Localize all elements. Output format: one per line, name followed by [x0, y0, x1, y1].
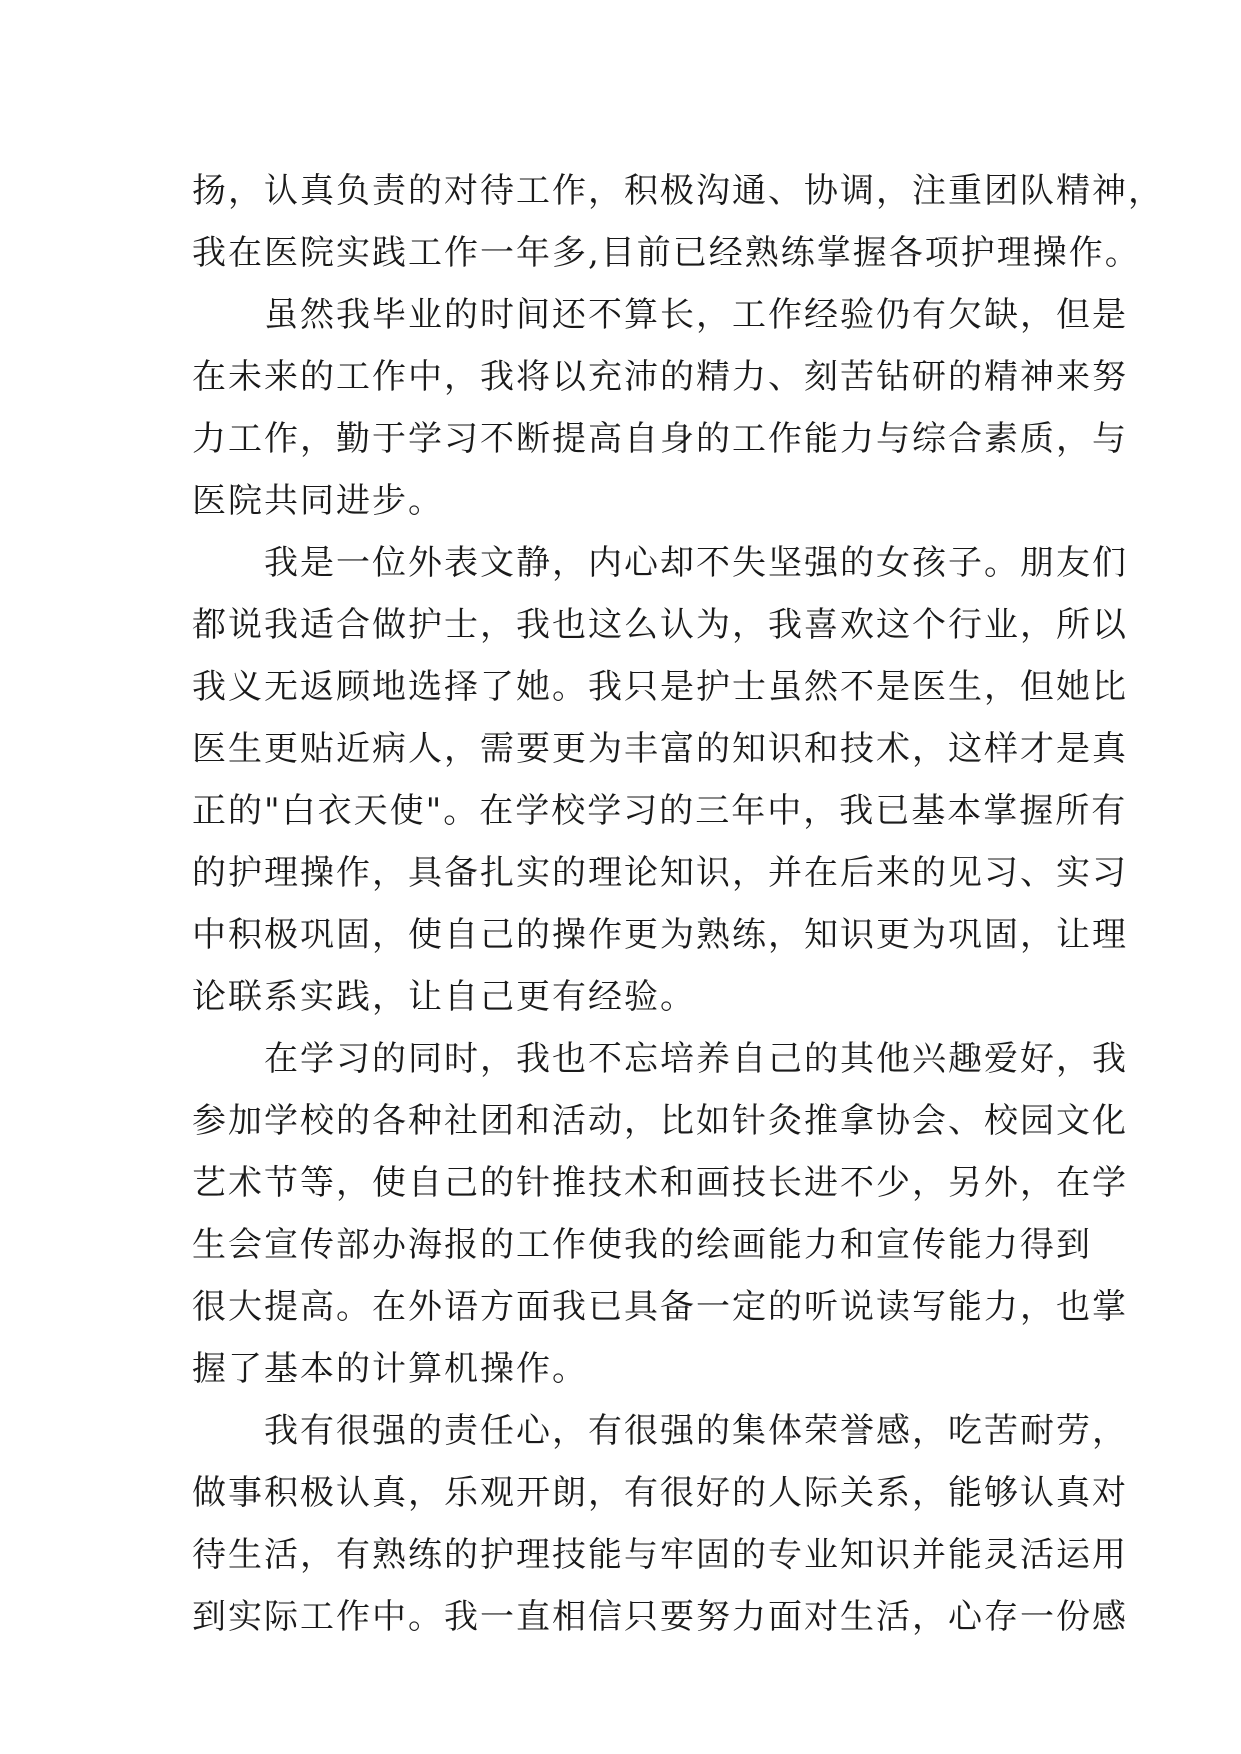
text-line: 医院共同进步。 — [192, 481, 444, 521]
document-body — [192, 160, 1164, 1648]
paragraph-2 — [192, 284, 1128, 532]
text-line: 艺术节等，使自己的针推技术和画技长进不少，另外，在学 — [192, 1163, 1128, 1203]
text-line: 我是一位外表文静，内心却不失坚强的女孩子。朋友们 — [192, 543, 1128, 583]
paragraph-3 — [192, 532, 1128, 1028]
text-line: 很大提高。在外语方面我已具备一定的听说读写能力，也掌 — [192, 1287, 1128, 1327]
text-line: 的护理操作，具备扎实的理论知识，并在后来的见习、实习 — [192, 853, 1128, 893]
text-line: 扬，认真负责的对待工作，积极沟通、协调，注重团队精神， — [192, 171, 1164, 211]
text-line: 在未来的工作中，我将以充沛的精力、刻苦钻研的精神来努 — [192, 357, 1128, 397]
text-line: 握了基本的计算机操作。 — [192, 1349, 588, 1389]
text-line: 中积极巩固，使自己的操作更为熟练，知识更为巩固，让理 — [192, 915, 1128, 955]
text-line: 力工作，勤于学习不断提高自身的工作能力与综合素质，与 — [192, 419, 1128, 459]
text-line: 正的"白衣天使"。在学校学习的三年中，我已基本掌握所有 — [192, 791, 1128, 831]
text-line: 虽然我毕业的时间还不算长，工作经验仍有欠缺，但是 — [192, 295, 1128, 335]
text-line: 我在医院实践工作一年多,目前已经熟练掌握各项护理操作。 — [192, 233, 1141, 273]
text-line: 做事积极认真，乐观开朗，有很好的人际关系，能够认真对 — [192, 1473, 1128, 1513]
text-line: 参加学校的各种社团和活动，比如针灸推拿协会、校园文化 — [192, 1101, 1128, 1141]
text-line: 在学习的同时，我也不忘培养自己的其他兴趣爱好，我 — [192, 1039, 1128, 1079]
text-line: 我有很强的责任心，有很强的集体荣誉感，吃苦耐劳， — [192, 1411, 1128, 1451]
text-line: 到实际工作中。我一直相信只要努力面对生活，心存一份感 — [192, 1597, 1128, 1637]
text-line: 论联系实践，让自己更有经验。 — [192, 977, 696, 1017]
text-line: 我义无返顾地选择了她。我只是护士虽然不是医生，但她比 — [192, 667, 1128, 707]
paragraph-5 — [192, 1400, 1128, 1648]
paragraph-4 — [192, 1028, 1128, 1400]
paragraph-1 — [192, 160, 1164, 284]
text-line: 医生更贴近病人，需要更为丰富的知识和技术，这样才是真 — [192, 729, 1128, 769]
text-line: 生会宣传部办海报的工作使我的绘画能力和宣传能力得到 — [192, 1225, 1092, 1265]
text-line: 待生活，有熟练的护理技能与牢固的专业知识并能灵活运用 — [192, 1535, 1128, 1575]
text-line: 都说我适合做护士，我也这么认为，我喜欢这个行业，所以 — [192, 605, 1128, 645]
